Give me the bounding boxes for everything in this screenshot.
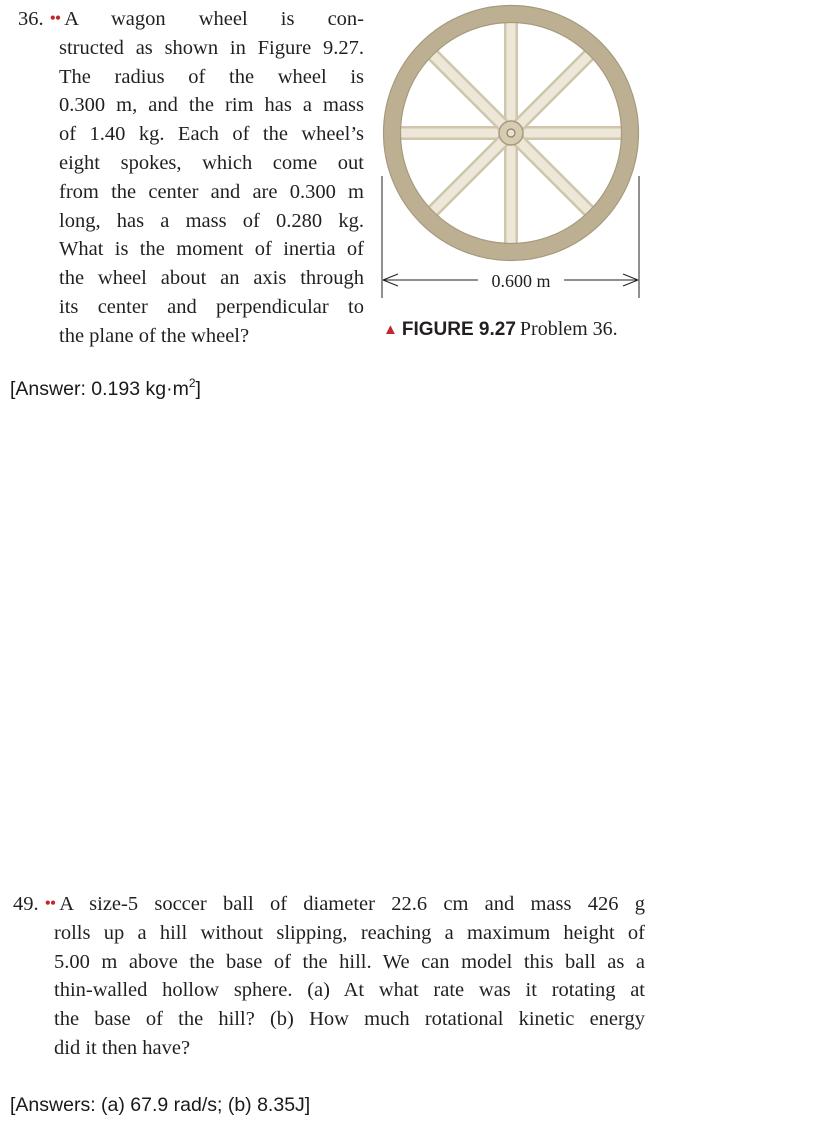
wheel: [384, 6, 639, 261]
problem-number: 49.: [13, 893, 39, 915]
caption-triangle-icon: ▲: [383, 321, 398, 338]
problem-number: 36.: [18, 8, 44, 30]
difficulty-dots: ••: [44, 893, 56, 913]
wagon-wheel-figure: [378, 0, 648, 300]
problem-36-line-12: the plane of the wheel?: [59, 324, 250, 347]
problem-36-line-6: eight spokes, which come out: [59, 151, 364, 174]
figure-caption: [383, 318, 618, 341]
problem-36-line-8: long, has a mass of 0.280 kg.: [59, 209, 364, 232]
problem-49: [13, 889, 645, 1063]
problem-36-line-11: its center and perpendicular to: [59, 295, 364, 318]
problem-36-line-9: What is the moment of inertia of: [59, 238, 364, 261]
problem-49-line-4: thin-walled hollow sphere. (a) At what rate was it rotating at: [54, 979, 645, 1002]
difficulty-dots: ••: [49, 8, 61, 28]
problem-49-line-1: 49. •• A size-5 soccer ball of diameter 22.6 cm and mass 426 g: [13, 893, 645, 915]
problem-36: [18, 4, 364, 351]
dimension-label: 0.600 m: [491, 271, 551, 291]
problem-36-line-7: from the center and are 0.300 m: [59, 180, 364, 203]
figure-label: FIGURE 9.27: [401, 319, 516, 340]
problem-49-line-2: rolls up a hill without slipping, reaching a maximum height of: [54, 921, 645, 944]
problem-36-line-3: The radius of the wheel is: [59, 65, 364, 88]
answer-36: [Answer: 0.193 $kg\cdot m^2$]: [10, 376, 201, 400]
problem-49-line-3: 5.00 m above the base of the hill. We can model this ball as a: [54, 950, 645, 973]
answer-49: [Answers: (a) 67.9 rad/s; (b) 8.35J]: [10, 1094, 311, 1116]
problem-36-line-10: the wheel about an axis through: [59, 267, 364, 290]
problem-36-line-2: structed as shown in Figure 9.27.: [59, 36, 364, 59]
problem-49-line-6: did it then have?: [54, 1036, 191, 1059]
problem-49-line-5: the base of the hill? (b) How much rotational kinetic energy: [54, 1008, 645, 1031]
problem-36-line-1: 36. •• A wagon wheel is con-: [18, 8, 364, 30]
problem-36-line-5: of 1.40 kg. Each of the wheel’s: [59, 123, 364, 146]
caption-text: Problem 36.: [519, 318, 618, 340]
problem-36-line-4: 0.300 m, and the rim has a mass: [59, 94, 364, 117]
